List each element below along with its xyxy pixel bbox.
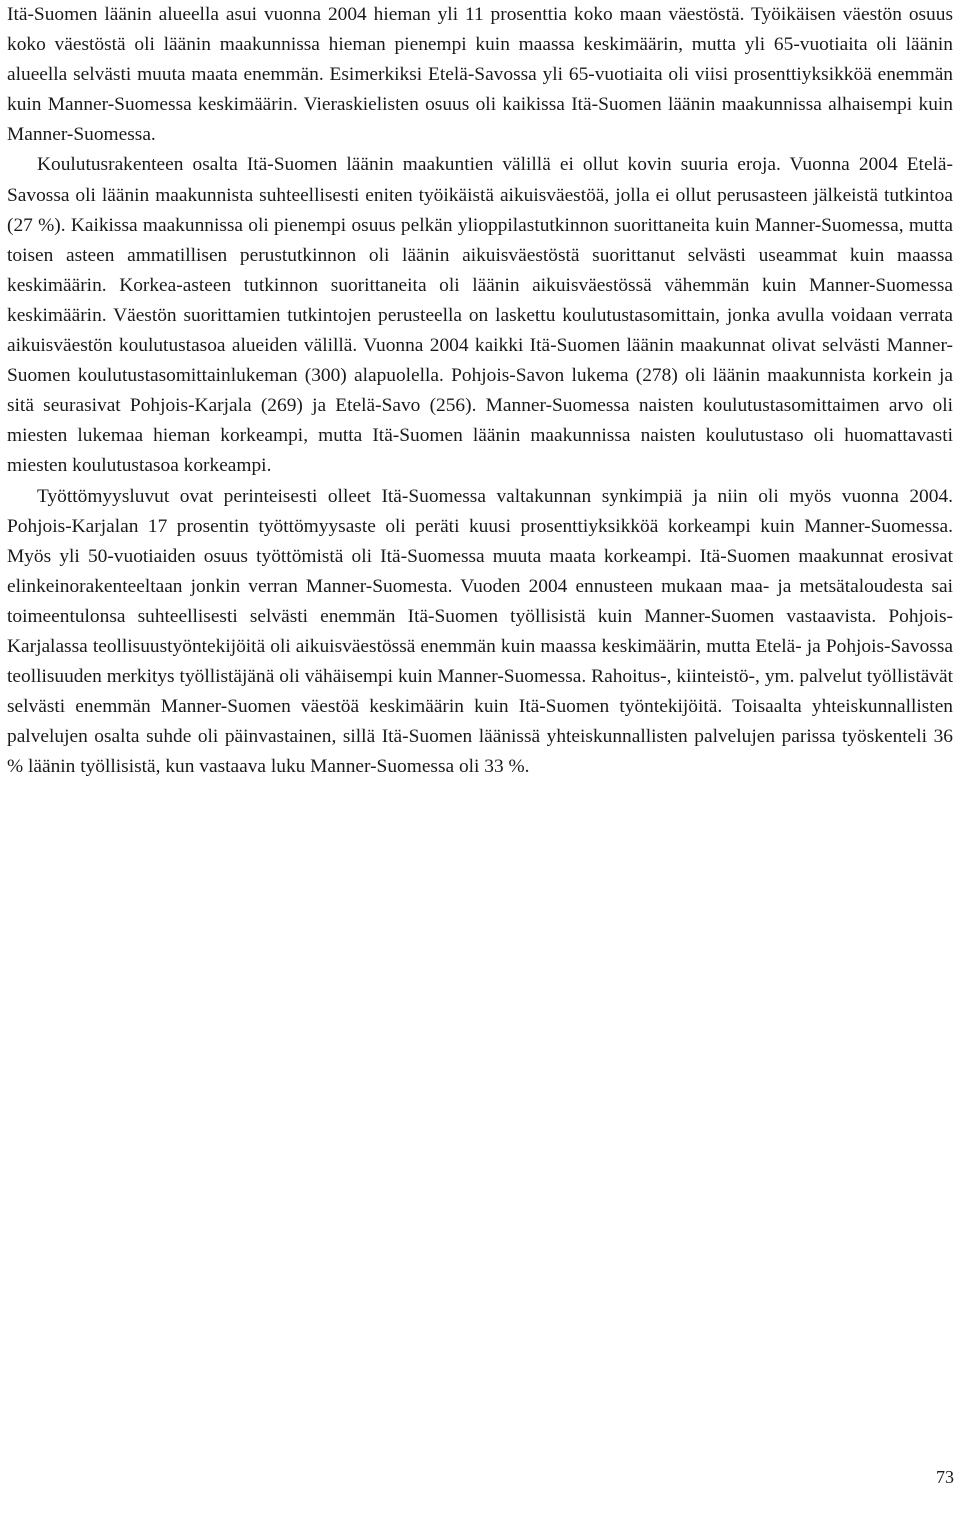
paragraph-education: Koulutusrakenteen osalta Itä-Suomen läänin maakuntien välillä ei ollut kovin suuria eroja. Vuonna 2004 Etelä-Savossa oli läänin maakunnista suhteellisesti eniten työikäistä aikuisväestöä, jolla ei ollut perusasteen jälkeistä tutkintoa (27 %). Kaikissa maakunnissa oli pienempi osuus pelkän ylioppilastutkinnon suorittaneita kuin Manner-Suomessa, mutta toisen asteen ammatillisen perustutkinnon oli läänin aikuisväestöstä suorittanut selvästi useammat kuin maassa keskimäärin. Korkea-asteen tutkinnon suorittaneita oli läänin aikuisväestössä vähemmän kuin Manner-Suomessa keskimäärin. Väestön suorittamien tutkintojen perusteella on laskettu koulutustasomittain, jonka avulla voidaan verrata aikuisväestön koulutustasoa alueiden välillä. Vuonna 2004 kaikki Itä-Suomen läänin maakunnat olivat selvästi Manner-Suomen koulutustasomittainlukeman (300) alapuolella. Pohjois-Savon lukema (278) oli läänin maakunnista korkein ja sitä seurasivat Pohjois-Karjala (269) ja Etelä-Savo (256). Manner-Suomessa naisten koulutustasomittaimen arvo oli miesten lukemaa hieman korkeampi, mutta Itä-Suomen läänin maakunnissa naisten koulutustaso oli huomattavasti miesten koulutustasoa korkeampi.	[7, 154, 953, 477]
paragraph-population: Itä-Suomen läänin alueella asui vuonna 2004 hieman yli 11 prosenttia koko maan väestöstä. Työikäisen väestön osuus koko väestöstä oli läänin maakunnissa hieman pienempi kuin maassa keskimäärin, mutta yli 65-vuotiaita oli läänin alueella selvästi muuta maata enemmän. Esimerkiksi Etelä-Savossa yli 65-vuotiaita oli viisi prosenttiyksikköä enemmän kuin Manner-Suomessa keskimäärin. Vieraskielisten osuus oli kaikissa Itä-Suomen läänin maakunnissa alhaisempi kuin Manner-Suomessa.	[7, 4, 953, 146]
document-page	[7, 0, 953, 782]
paragraph-employment: Työttömyysluvut ovat perinteisesti olleet Itä-Suomessa valtakunnan synkimpiä ja niin oli myös vuonna 2004. Pohjois-Karjalan 17 prosentin työttömyysaste oli peräti kuusi prosenttiyksikköä korkeampi kuin Manner-Suomessa. Myös yli 50-vuotiaiden osuus työttömistä oli Itä-Suomessa muuta maata korkeampi. Itä-Suomen maakunnat erosivat elinkeinorakenteeltaan jonkin verran Manner-Suomesta. Vuoden 2004 ennusteen mukaan maa- ja metsätaloudesta sai toimeentulonsa suhteellisesti selvästi enemmän Itä-Suomen työllisistä kuin Manner-Suomen vastaavista. Pohjois-Karjalassa teollisuustyöntekijöitä oli aikuisväestössä enemmän kuin maassa keskimäärin, mutta Etelä- ja Pohjois-Savossa teollisuuden merkitys työllistäjänä oli vähäisempi kuin Manner-Suomessa. Rahoitus-, kiinteistö-, ym. palvelut työllistävät selvästi enemmän Manner-Suomen väestöä keskimäärin kuin Itä-Suomen työntekijöitä. Toisaalta yhteiskunnallisten palvelujen osalta suhde oli päinvastainen, sillä Itä-Suomen läänissä yhteiskunnallisten palvelujen parissa työskenteli 36 % läänin työllisistä, kun vastaava luku Manner-Suomessa oli 33 %.	[7, 485, 953, 778]
page-number: 73	[936, 1467, 954, 1487]
